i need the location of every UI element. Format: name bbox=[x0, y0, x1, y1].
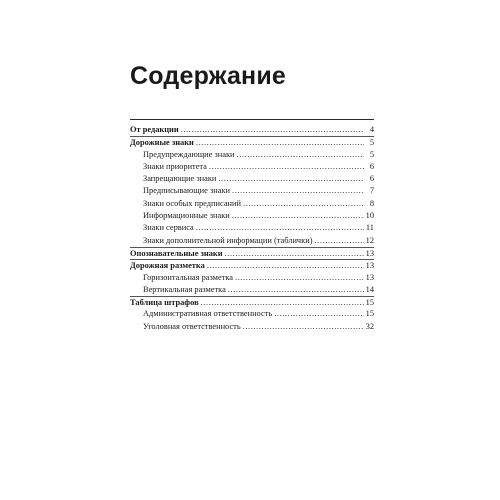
toc-section-entry[interactable] bbox=[130, 259, 374, 271]
toc-dot-leader bbox=[225, 248, 364, 260]
toc-entry-title: Вертикальная разметка bbox=[143, 284, 226, 294]
toc-entry-title: От редакции bbox=[130, 125, 179, 134]
toc-entry-title: Уголовная ответственность bbox=[143, 321, 241, 331]
toc-dot-leader bbox=[196, 222, 364, 234]
toc-entry-title: Запрещающие знаки bbox=[143, 174, 217, 184]
toc-dot-leader bbox=[237, 149, 365, 161]
toc-page-number: 12 bbox=[365, 235, 374, 245]
toc-page-number: 8 bbox=[369, 198, 374, 208]
toc-page-number: 7 bbox=[369, 186, 374, 196]
page-title: Содержание bbox=[130, 62, 287, 90]
toc-dot-leader bbox=[235, 272, 364, 284]
toc-dot-leader bbox=[232, 210, 364, 222]
toc-subsection-entry[interactable] bbox=[130, 161, 374, 173]
toc-page-number: 11 bbox=[365, 223, 374, 233]
toc-subsection-entry[interactable] bbox=[130, 198, 374, 210]
toc-dot-leader bbox=[209, 161, 364, 173]
toc-subsection-entry[interactable] bbox=[130, 185, 374, 197]
toc-page-number: 6 bbox=[369, 174, 374, 184]
toc-page-number: 5 bbox=[369, 138, 374, 148]
toc-entry-title: Предписывающие знаки bbox=[143, 186, 231, 196]
toc-page-number: 13 bbox=[365, 272, 374, 282]
toc-dot-leader bbox=[243, 198, 364, 210]
toc-subsection-entry[interactable] bbox=[130, 235, 374, 247]
toc-dot-leader bbox=[232, 185, 364, 197]
toc-section-entry[interactable] bbox=[130, 296, 374, 308]
toc-entry-title: Знаки сервиса bbox=[143, 223, 194, 233]
toc-page-number: 15 bbox=[365, 309, 374, 319]
toc-page-number: 10 bbox=[365, 211, 374, 221]
toc-page-number: 14 bbox=[365, 284, 374, 294]
toc-top-rule bbox=[130, 119, 374, 120]
toc-dot-leader bbox=[228, 284, 364, 296]
toc-entry-title: Горизонтальная разметка bbox=[143, 272, 234, 282]
toc-subsection-entry[interactable] bbox=[130, 222, 374, 234]
toc-dot-leader bbox=[181, 124, 364, 136]
toc-subsection-entry[interactable] bbox=[130, 272, 374, 284]
toc-page-number: 13 bbox=[365, 261, 374, 271]
toc-section-entry[interactable] bbox=[130, 136, 374, 148]
toc-entry-title: Знаки особых предписаний bbox=[143, 198, 241, 208]
toc-entry-title: Знаки дополнительной информации (таблички) bbox=[143, 235, 313, 245]
toc-subsection-entry[interactable] bbox=[130, 321, 374, 333]
toc-entry-title: Административная ответственность bbox=[143, 309, 273, 319]
toc-page-number: 32 bbox=[365, 321, 374, 331]
toc-entry-title: Предупреждающие знаки bbox=[143, 149, 235, 159]
toc-entry-title: Опознавательные знаки bbox=[130, 248, 223, 258]
toc-entry-title: Таблица штрафов bbox=[130, 298, 199, 308]
toc-subsection-entry[interactable] bbox=[130, 173, 374, 185]
toc-page-number: 5 bbox=[369, 149, 374, 159]
toc-subsection-entry[interactable] bbox=[130, 284, 374, 296]
toc-entry-title: Дорожные знаки bbox=[130, 138, 194, 148]
toc-subsection-entry[interactable] bbox=[130, 308, 374, 320]
toc-subsection-entry[interactable] bbox=[130, 149, 374, 161]
toc-section-entry[interactable] bbox=[130, 247, 374, 259]
toc-page-number: 15 bbox=[365, 298, 374, 308]
table-of-contents bbox=[130, 124, 374, 333]
toc-section-entry[interactable] bbox=[130, 124, 374, 136]
toc-page-number: 4 bbox=[369, 125, 374, 134]
toc-dot-leader bbox=[314, 235, 363, 247]
toc-entry-title: Дорожная разметка bbox=[130, 261, 205, 271]
toc-entry-title: Информационные знаки bbox=[143, 211, 230, 221]
toc-page-number: 13 bbox=[365, 248, 374, 258]
toc-page-number: 6 bbox=[369, 161, 374, 171]
toc-subsection-entry[interactable] bbox=[130, 210, 374, 222]
toc-entry-title: Знаки приоритета bbox=[143, 161, 207, 171]
toc-dot-leader bbox=[274, 308, 363, 320]
toc-dot-leader bbox=[243, 321, 364, 333]
toc-dot-leader bbox=[218, 173, 364, 185]
